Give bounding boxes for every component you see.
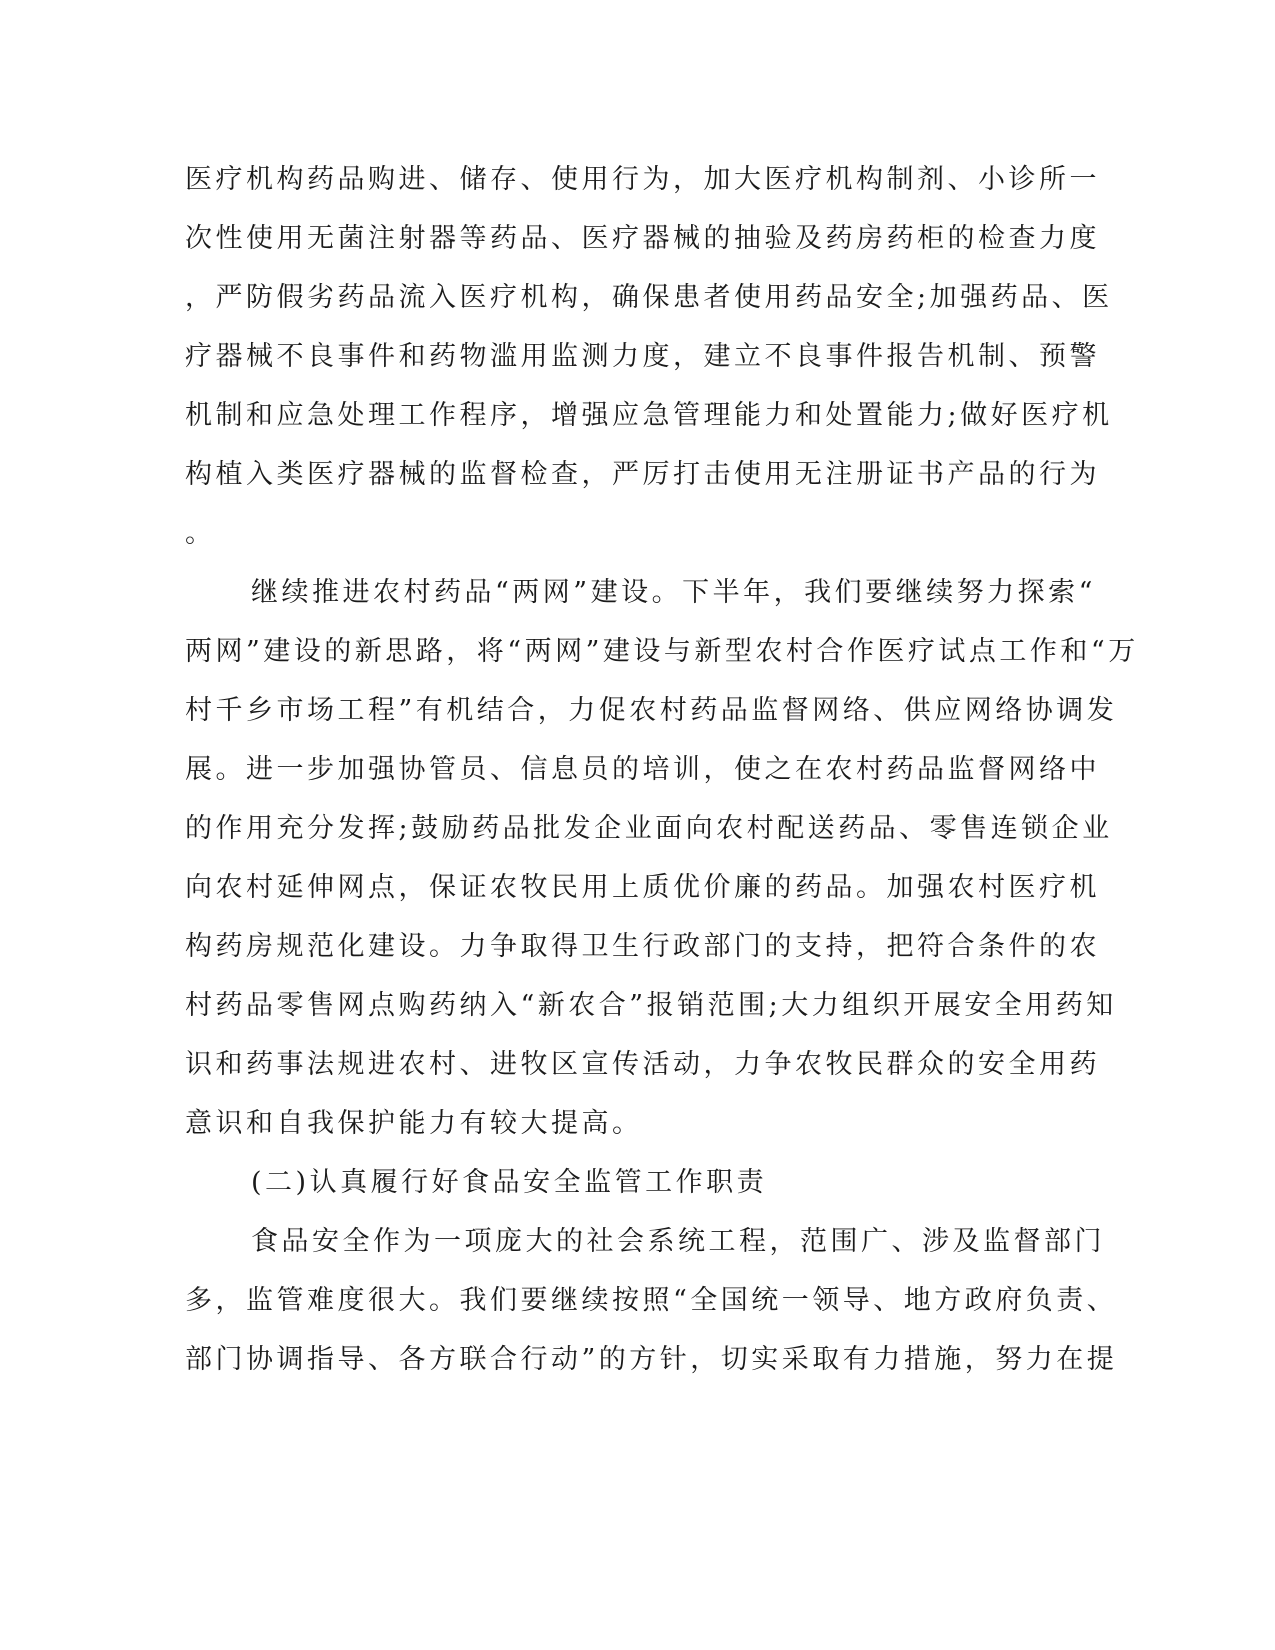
text-line: 意识和自我保护能力有较大提高。 — [185, 1108, 643, 1139]
text-line: 医疗机构药品购进、储存、使用行为，加大医疗机构制剂、小诊所一 — [185, 164, 1100, 195]
text-line: 构植入类医疗器械的监督检查，严厉打击使用无注册证书产品的行为 — [185, 459, 1100, 490]
document-body — [185, 160, 1139, 1399]
text-line: 。 — [185, 518, 216, 549]
text-line: 机制和应急处理工作程序，增强应急管理能力和处置能力;做好医疗机 — [185, 400, 1113, 431]
text-line: ，严防假劣药品流入医疗机构，确保患者使用药品安全;加强药品、医 — [185, 282, 1113, 313]
text-line: 部门协调指导、各方联合行动”的方针，切实采取有力措施，努力在提 — [185, 1344, 1118, 1375]
text-line: 展。进一步加强协管员、信息员的培训，使之在农村药品监督网络中 — [185, 754, 1100, 785]
text-line: 次性使用无菌注射器等药品、医疗器械的抽验及药房药柜的检查力度 — [185, 223, 1100, 254]
text-line: 向农村延伸网点，保证农牧民用上质优价廉的药品。加强农村医疗机 — [185, 872, 1100, 903]
text-line: 疗器械不良事件和药物滥用监测力度，建立不良事件报告机制、预警 — [185, 341, 1100, 372]
paragraph-first-line: 食品安全作为一项庞大的社会系统工程，范围广、涉及监督部门 — [251, 1226, 1105, 1257]
text-line: 村药品零售网点购药纳入“新农合”报销范围;大力组织开展安全用药知 — [185, 990, 1117, 1021]
text-line: 多，监管难度很大。我们要继续按照“全国统一领导、地方政府负责、 — [185, 1285, 1118, 1316]
text-line: 村千乡市场工程”有机结合，力促农村药品监督网络、供应网络协调发 — [185, 695, 1118, 726]
text-line: 识和药事法规进农村、进牧区宣传活动，力争农牧民群众的安全用药 — [185, 1049, 1100, 1080]
text-line: 构药房规范化建设。力争取得卫生行政部门的支持，把符合条件的农 — [185, 931, 1100, 962]
section-heading: (二)认真履行好食品安全监管工作职责 — [251, 1167, 768, 1198]
text-line: 两网”建设的新思路，将“两网”建设与新型农村合作医疗试点工作和“万 — [185, 636, 1139, 667]
text-line: 的作用充分发挥;鼓励药品批发企业面向农村配送药品、零售连锁企业 — [185, 813, 1113, 844]
paragraph-first-line: 继续推进农村药品“两网”建设。下半年，我们要继续努力探索“ — [251, 577, 1096, 608]
